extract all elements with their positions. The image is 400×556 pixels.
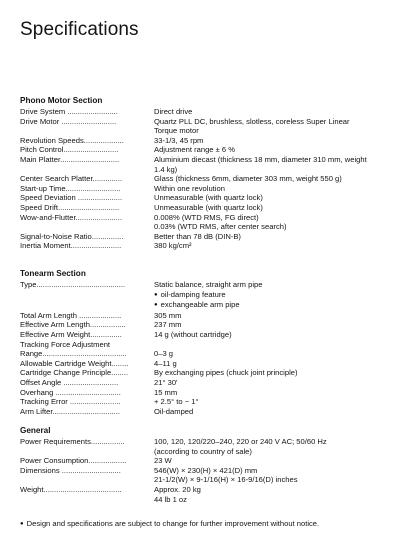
bullet-icon: ●: [20, 521, 24, 527]
spec-value-line: Oil-damped: [154, 406, 194, 416]
spec-bullet-item: ● oil-damping feature: [154, 290, 392, 301]
spec-row: [20, 485, 392, 504]
spec-label: Total Arm Length ....................: [20, 310, 122, 320]
spec-label: Arm Lifter................................: [20, 406, 121, 416]
spec-label: Power Consumption..................: [20, 456, 127, 466]
spec-label: Effective Arm Weight...............: [20, 329, 122, 339]
section-heading: General: [20, 426, 51, 435]
spec-row: [20, 368, 392, 378]
spec-label: Start-up Time..........................: [20, 183, 121, 193]
spec-value: [154, 466, 392, 485]
spec-value-line: (according to country of sale): [154, 446, 252, 456]
spec-label: Center Search Platter..............: [20, 174, 123, 184]
spec-row: [20, 388, 392, 398]
spec-value: [154, 397, 392, 407]
spec-label: Cartridge Change Principle........: [20, 368, 129, 378]
disclaimer-text: Design and specifications are subject to change for further improvement without notice.: [26, 519, 320, 528]
spec-value: [154, 388, 392, 398]
spec-label: Main Platter............................: [20, 154, 120, 164]
spec-row: [20, 184, 392, 194]
spec-value: [154, 280, 392, 311]
spec-value: [154, 368, 392, 378]
spec-value-line: 21° 30': [154, 377, 178, 387]
spec-value-line: 33-1/3, 45 rpm: [154, 135, 204, 145]
spec-value-line: Aluminium diecast (thickness 18 mm, diameter 310 mm, weight: [154, 154, 367, 164]
spec-label: Effective Arm Length.................: [20, 320, 126, 330]
spec-value-line: Unmeasurable (with quartz lock): [154, 193, 263, 203]
spec-value-line: Adjustment range ± 6 %: [154, 145, 235, 155]
spec-row: [20, 397, 392, 407]
spec-value-line: 4–11 g: [154, 358, 177, 368]
spec-label: Signal-to-Noise Ratio...............: [20, 231, 124, 241]
spec-value: [154, 213, 392, 232]
spec-value-line: 237 mm: [154, 320, 182, 330]
spec-label: Dimensions ............................: [20, 465, 121, 475]
spec-value-line: Quartz PLL DC, brushless, slotless, coreless Super Linear: [154, 116, 350, 126]
spec-value-line: 0.008% (WTD RMS, FG direct): [154, 212, 259, 222]
spec-value-line: By exchanging pipes (chuck joint principle): [154, 368, 298, 378]
spec-label: Drive System ........................: [20, 107, 118, 116]
spec-label: Tracking Force Adjustment: [20, 339, 111, 349]
spec-row: [20, 437, 392, 456]
spec-label: Inertia Moment........................: [20, 241, 122, 251]
spec-label: Offset Angle ..........................: [20, 377, 119, 387]
spec-row: [20, 359, 392, 369]
spec-value: [154, 107, 392, 117]
spec-value: [154, 378, 392, 388]
spec-value: [154, 136, 392, 146]
spec-value-line: 21-1/2(W) × 9-1/16(H) × 16-9/16(D) inches: [154, 475, 298, 485]
spec-row: [20, 107, 392, 117]
general-section: [20, 426, 392, 504]
spec-value-line: + 2.5° to − 1°: [154, 397, 199, 407]
spec-value-line: 0–3 g: [154, 349, 174, 359]
spec-value-line: 380 kg/cm²: [154, 241, 192, 251]
spec-value: [154, 311, 392, 321]
disclaimer-note: [20, 519, 392, 530]
spec-label: Wow-and-Flutter......................: [20, 212, 122, 222]
spec-value-line: Better than 78 dB (DIN-B): [154, 231, 241, 241]
spec-row: [20, 340, 392, 350]
tonearm-section: [20, 269, 392, 416]
spec-label: Overhang ...............................: [20, 387, 121, 397]
spec-row: [20, 136, 392, 146]
spec-value: [154, 241, 392, 251]
spec-value: [154, 359, 392, 369]
spec-value-line: Unmeasurable (with quartz lock): [154, 202, 263, 212]
spec-value: [154, 174, 392, 184]
spec-label: Tracking Error ........................: [20, 397, 121, 407]
spec-row: [20, 174, 392, 184]
section-heading: Phono Motor Section: [20, 96, 103, 105]
spec-row: [20, 232, 392, 242]
spec-value: [154, 320, 392, 330]
spec-row: [20, 213, 392, 232]
spec-row: [20, 407, 392, 417]
spec-label: Power Requirements................: [20, 437, 125, 446]
spec-label: Allowable Cartridge Weight........: [20, 358, 129, 368]
spec-row: [20, 349, 392, 359]
spec-row: [20, 456, 392, 466]
spec-row: [20, 320, 392, 330]
spec-row: [20, 145, 392, 155]
spec-value: [154, 437, 392, 456]
spec-value-line: 14 g (without cartridge): [154, 329, 232, 339]
spec-value: [154, 117, 392, 136]
spec-label: Speed Deviation .....................: [20, 193, 123, 203]
spec-row: [20, 466, 392, 485]
spec-label: Weight.....................................: [20, 484, 122, 494]
spec-value: [154, 203, 392, 213]
spec-value-line: 1.4 kg): [154, 164, 178, 174]
spec-value-line: Direct drive: [154, 107, 193, 116]
spec-value: [154, 349, 392, 359]
spec-value-line: 100, 120, 120/220–240, 220 or 240 V AC; 50/60 Hz: [154, 437, 327, 446]
spec-value: [154, 184, 392, 194]
spec-value: [154, 407, 392, 417]
spec-value: [154, 193, 392, 203]
spec-value-line: Static balance, straight arm pipe: [154, 280, 263, 289]
page-title: Specifications: [20, 19, 139, 40]
section-heading: Tonearm Section: [20, 269, 86, 278]
spec-value: [154, 456, 392, 466]
spec-row: [20, 241, 392, 251]
spec-row: [20, 193, 392, 203]
spec-value-line: Within one revolution: [154, 183, 225, 193]
spec-value: [154, 232, 392, 242]
spec-row: [20, 280, 392, 311]
spec-row: [20, 311, 392, 321]
spec-label: Pitch Control..........................: [20, 145, 119, 155]
spec-value-line: 0.03% (WTD RMS, after center search): [154, 222, 287, 232]
spec-label: Revolution Speeds...................: [20, 135, 124, 145]
spec-label: Drive Motor ..........................: [20, 116, 117, 126]
spec-value: [154, 155, 392, 174]
spec-value-line: Glass (thickness 6mm, diameter 303 mm, weight 550 g): [154, 174, 342, 184]
spec-bullet-item: ● exchangeable arm pipe: [154, 300, 392, 311]
spec-value: [154, 485, 392, 504]
spec-row: [20, 203, 392, 213]
spec-value-line: 546(W) × 230(H) × 421(D) mm: [154, 465, 258, 475]
spec-value-line: 305 mm: [154, 310, 182, 320]
spec-row: [20, 155, 392, 174]
spec-value-line: 44 lb 1 oz: [154, 494, 187, 504]
spec-row: [20, 330, 392, 340]
spec-row: [20, 117, 392, 136]
spec-value-line: Torque motor: [154, 126, 199, 136]
spec-value-line: 23 W: [154, 456, 172, 466]
phono-motor-section: [20, 96, 392, 251]
spec-value: [154, 145, 392, 155]
spec-value-line: Approx. 20 kg: [154, 484, 201, 494]
spec-label: Type..........................................: [20, 280, 126, 289]
spec-label: Range........................................: [20, 349, 127, 359]
spec-value: [154, 340, 392, 350]
spec-value-line: 15 mm: [154, 387, 178, 397]
spec-label: Speed Drift.............................: [20, 202, 120, 212]
spec-row: [20, 378, 392, 388]
spec-value: [154, 330, 392, 340]
